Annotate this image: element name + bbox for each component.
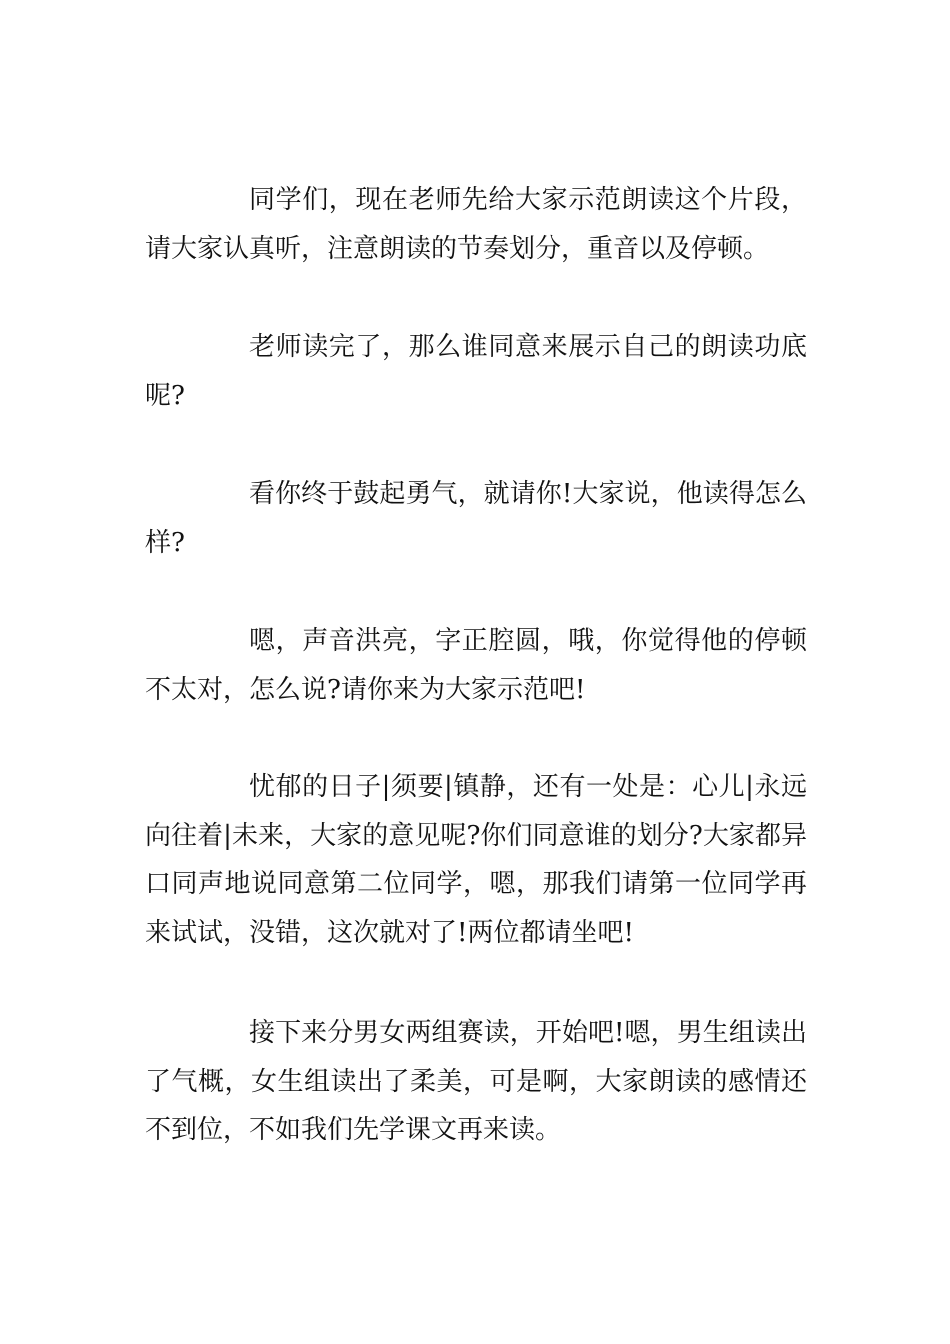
paragraph-2: 老师读完了，那么谁同意来展示自己的朗读功底呢? — [145, 332, 807, 411]
paragraph-6: 接下来分男女两组赛读，开始吧!嗯，男生组读出了气概，女生组读出了柔美，可是啊，大家朗读的感情还不到位，不如我们先学课文再来读。 — [145, 1018, 807, 1145]
paragraph-5: 忧郁的日子|须要|镇静，还有一处是：心儿|永远向往着|未来，大家的意见呢?你们同意谁的划分?大家都异口同声地说同意第二位同学，嗯，那我们请第一位同学再来试试，没错，这次就对了!两位都请坐吧! — [145, 772, 807, 948]
document-body — [145, 176, 807, 1207]
paragraph-1: 同学们，现在老师先给大家示范朗读这个片段，请大家认真听，注意朗读的节奏划分，重音以及停顿。 — [145, 185, 807, 264]
paragraph-4: 嗯，声音洪亮，字正腔圆，哦，你觉得他的停顿不太对，怎么说?请你来为大家示范吧! — [145, 626, 807, 705]
paragraph-3: 看你终于鼓起勇气，就请你!大家说，他读得怎么样? — [145, 479, 807, 558]
